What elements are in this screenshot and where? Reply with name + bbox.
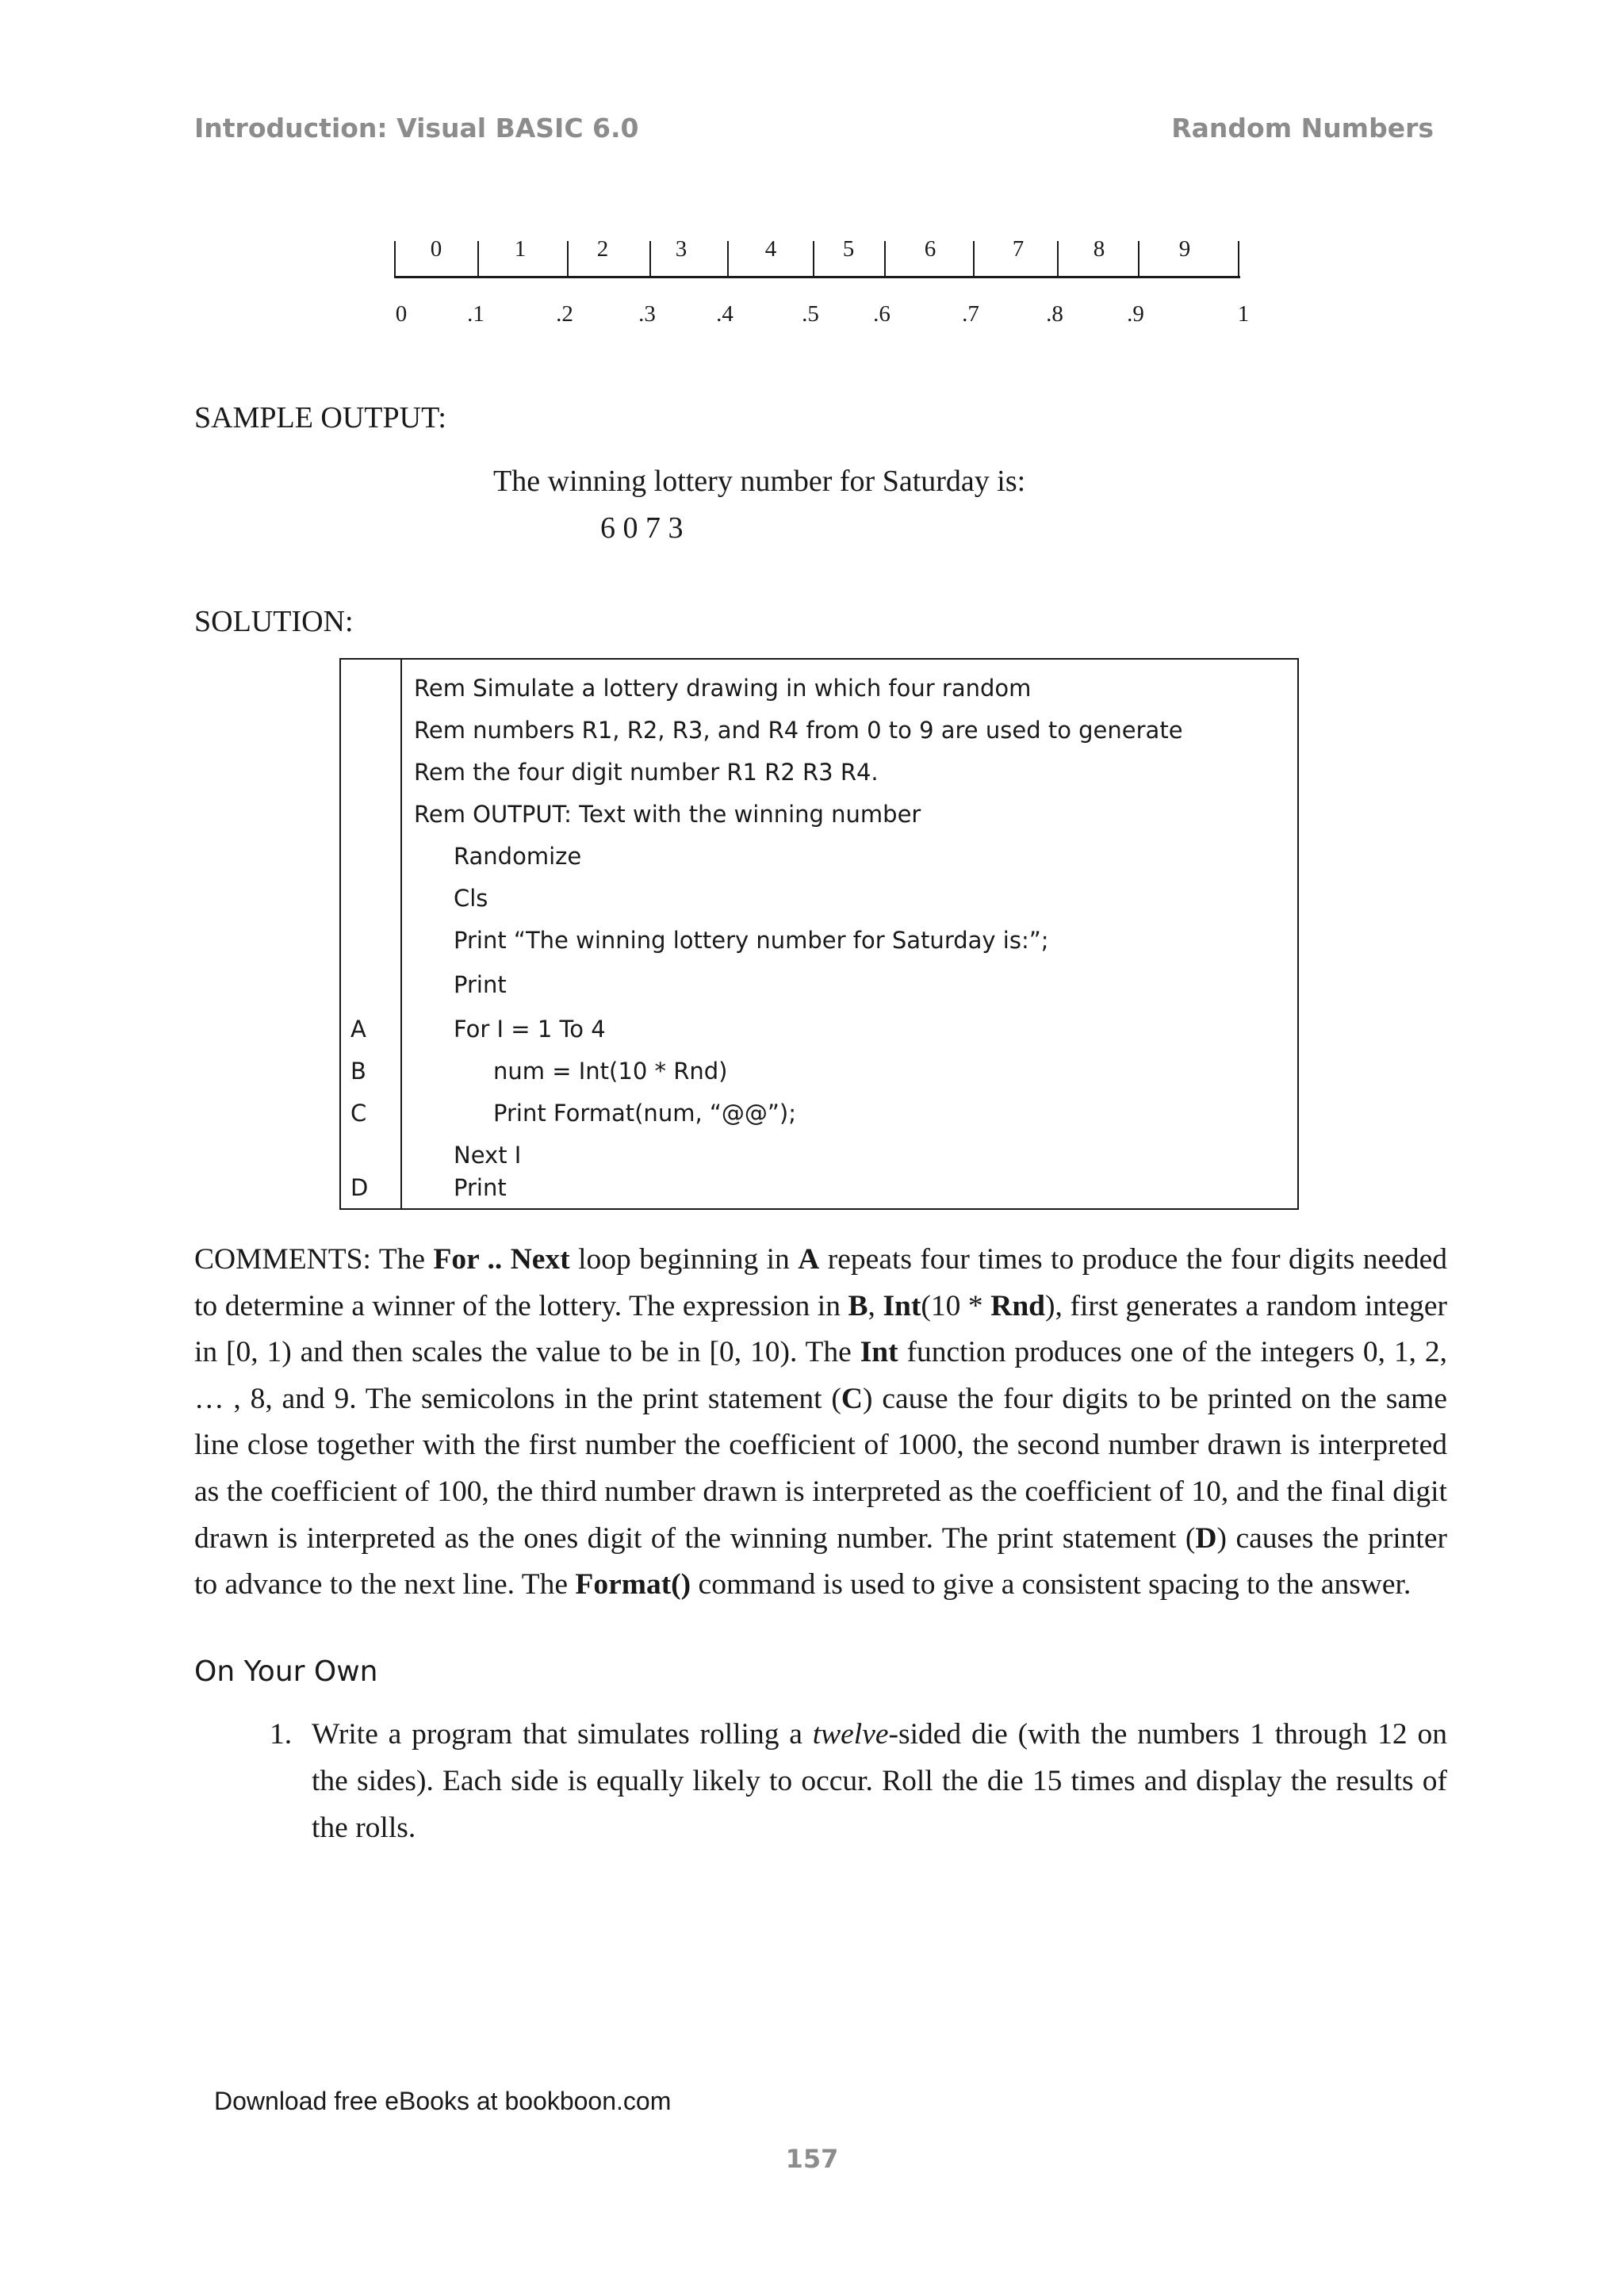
code-line — [341, 964, 1297, 1006]
number-line-digit: 1 — [514, 236, 527, 262]
code-line — [341, 794, 1297, 836]
number-line-tick — [1057, 241, 1059, 278]
number-line-boundary: .5 — [802, 301, 819, 327]
code-line — [341, 836, 1297, 878]
comments-paragraph — [194, 1237, 1447, 1609]
comments-keyword: Format() — [575, 1568, 691, 1601]
exercise-emphasis: twelve — [812, 1718, 889, 1751]
number-line-tick — [727, 241, 729, 278]
exercise-text-part: -sided die (with the numbers 1 through 12 on the sides). Each side is equally likely to occur. Roll the die 15 times and display the results of the rolls. — [312, 1718, 1447, 1844]
code-line — [341, 1008, 1297, 1050]
number-line-boundary: 1 — [1237, 301, 1250, 327]
number-line-tick — [567, 241, 569, 278]
comments-text: ) causes the printer to advance to the next line. The — [194, 1521, 1447, 1601]
sample-output-line: The winning lottery number for Saturday is: — [493, 465, 1026, 498]
comments-keyword: Rnd — [990, 1289, 1046, 1322]
sample-output-number: 6 0 7 3 — [600, 511, 684, 545]
comments-text: ), first generates a random integer in [0, 1) and then scales the value to be in [0, 10). The — [194, 1289, 1447, 1369]
code-line — [341, 668, 1297, 710]
code-listing — [339, 658, 1299, 1210]
number-line-digit: 6 — [924, 236, 936, 262]
comments-keyword: For .. Next — [433, 1243, 570, 1276]
number-line-tick — [1138, 241, 1139, 278]
number-line-axis — [395, 276, 1240, 278]
code-line — [341, 752, 1297, 794]
number-line-digit: 7 — [1012, 236, 1025, 262]
comments-keyword: D — [1195, 1521, 1217, 1555]
exercise-number: 1. — [270, 1718, 293, 1751]
code-line-marker: D — [350, 1174, 369, 1201]
comments-keyword: A — [798, 1243, 820, 1276]
comments-text: COMMENTS: The — [194, 1243, 434, 1276]
comments-keyword: Int — [860, 1336, 898, 1369]
running-header-right: Random Numbers — [1171, 113, 1434, 144]
number-line-boundary: .3 — [638, 301, 656, 327]
code-line-text: Rem Simulate a lottery drawing in which four random — [414, 675, 1032, 702]
running-header-left: Introduction: Visual BASIC 6.0 — [194, 113, 639, 144]
code-line-text: Rem numbers R1, R2, R3, and R4 from 0 to 9 are used to generate — [414, 717, 1183, 744]
code-line-text: Rem the four digit number R1 R2 R3 R4. — [414, 759, 879, 786]
code-line-marker: A — [350, 1016, 366, 1043]
number-line-boundary: .4 — [716, 301, 733, 327]
number-line-digit: 2 — [596, 236, 609, 262]
number-line-digit: 5 — [842, 236, 855, 262]
code-line — [341, 878, 1297, 920]
code-line — [341, 1167, 1297, 1209]
code-line-text: Next I — [454, 1142, 522, 1169]
comments-text: , — [868, 1289, 883, 1322]
number-line-tick — [394, 241, 396, 278]
number-line-boundary: 0 — [395, 301, 408, 327]
code-line-text: Randomize — [454, 843, 582, 870]
comments-text: loop beginning in — [569, 1243, 799, 1276]
code-line-text: Print Format(num, “@@”); — [493, 1100, 797, 1127]
footer-download-link[interactable]: Download free eBooks at bookboon.com — [214, 2087, 672, 2115]
number-line-digit: 8 — [1093, 236, 1105, 262]
comments-keyword: Int — [883, 1289, 921, 1322]
code-line-text: For I = 1 To 4 — [454, 1016, 606, 1043]
sample-output-label: SAMPLE OUTPUT: — [194, 401, 446, 434]
number-line-tick — [973, 241, 975, 278]
comments-text: (10 * — [921, 1289, 991, 1322]
number-line-boundary: .1 — [467, 301, 485, 327]
number-line-tick — [1238, 241, 1239, 278]
exercise-text-part: Write a program that simulates rolling a — [312, 1718, 813, 1751]
on-your-own-heading: On Your Own — [194, 1655, 378, 1688]
code-line — [341, 1050, 1297, 1093]
comments-text: function produces one of the integers 0, 1, 2, … , 8, and 9. The semicolons in the print statement ( — [194, 1336, 1447, 1415]
code-line-marker: C — [350, 1100, 367, 1127]
number-line-tick — [477, 241, 479, 278]
number-line-digit: 9 — [1178, 236, 1191, 262]
code-line — [341, 710, 1297, 752]
number-line-boundary: .6 — [873, 301, 891, 327]
code-line-text: Print — [454, 971, 507, 998]
code-line-text: num = Int(10 * Rnd) — [493, 1058, 728, 1085]
code-line — [341, 920, 1297, 962]
number-line-boundary: .9 — [1127, 301, 1144, 327]
number-line-tick — [649, 241, 651, 278]
number-line-boundary: .2 — [556, 301, 573, 327]
number-line-digit: 0 — [430, 236, 442, 262]
number-line-digit: 4 — [764, 236, 777, 262]
number-line-boundary: .8 — [1046, 301, 1063, 327]
code-line-text: Print — [454, 1174, 507, 1201]
comments-text: ) cause the four digits to be printed on the same line close together with the first number the coefficient of 1000, the second number drawn is interpreted as the coefficient of 100, the third number drawn is interpreted as the coefficient of 10, and the final digit drawn is interpreted as the ones digit of the winning number. The print statement ( — [194, 1382, 1447, 1555]
code-line-text: Print “The winning lottery number for Saturday is:”; — [454, 927, 1049, 954]
code-line-marker: B — [350, 1058, 366, 1085]
number-line-digit: 3 — [675, 236, 688, 262]
comments-text: command is used to give a consistent spacing to the answer. — [691, 1568, 1411, 1601]
number-line-tick — [813, 241, 814, 278]
exercise-text — [312, 1711, 1447, 1851]
number-line-boundary: .7 — [962, 301, 979, 327]
comments-keyword: C — [841, 1382, 863, 1415]
page-number: 157 — [785, 2144, 839, 2174]
code-line-text: Rem OUTPUT: Text with the winning number — [414, 801, 921, 828]
code-line-text: Cls — [454, 885, 488, 912]
solution-label: SOLUTION: — [194, 605, 354, 638]
number-line-tick — [884, 241, 886, 278]
number-line-diagram — [395, 236, 1250, 335]
comments-text: repeats four times to produce the four digits needed to determine a winner of the lottery. The expression in — [194, 1243, 1447, 1322]
comments-keyword: B — [848, 1289, 868, 1322]
code-line — [341, 1093, 1297, 1135]
